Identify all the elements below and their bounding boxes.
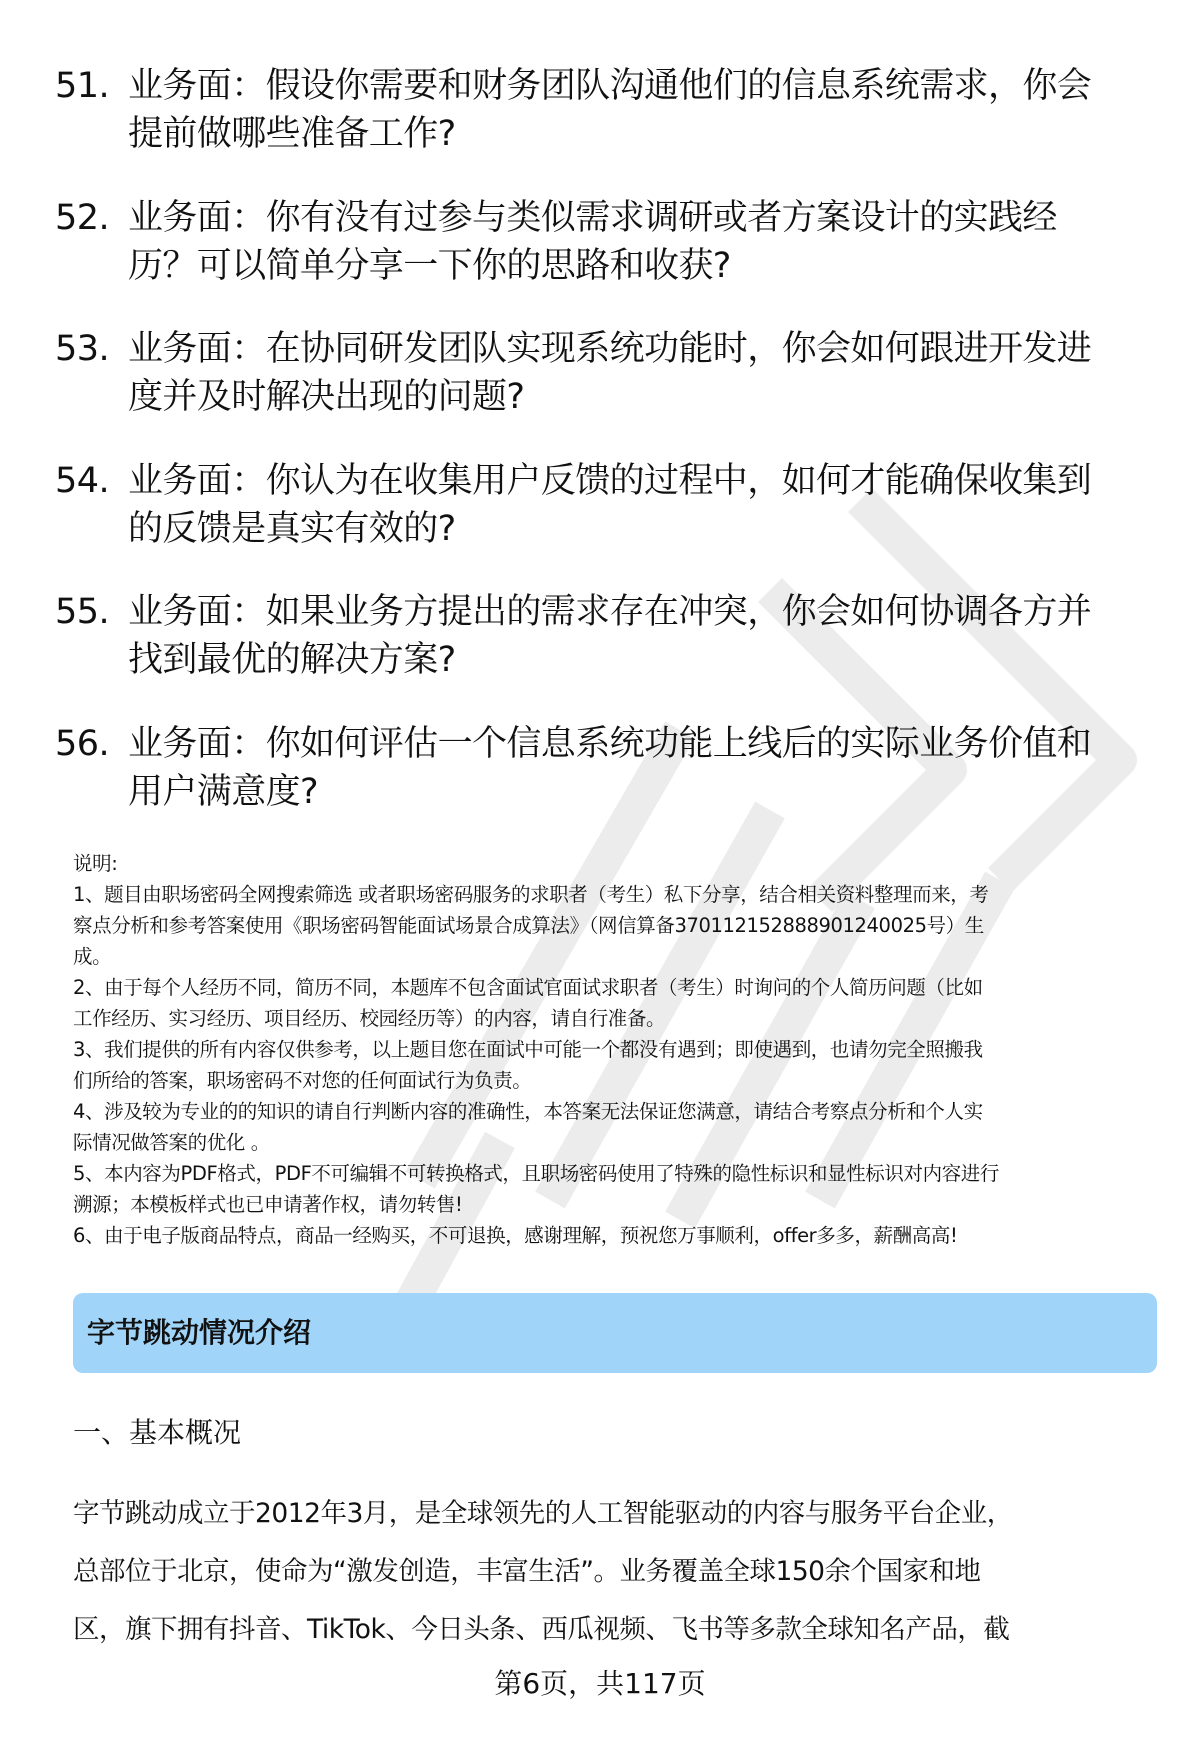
question-line: 用户满意度? <box>128 771 318 812</box>
question-number: 54. <box>55 460 110 501</box>
question-line: 提前做哪些准备工作? <box>128 114 456 154</box>
section-title: 字节跳动情况介绍 <box>87 1316 312 1349</box>
question-number: 56. <box>55 723 110 764</box>
question-text <box>128 457 1148 553</box>
notes-line: 们所给的答案，职场密码不对您的任何面试行为负责。 <box>73 1069 532 1092</box>
question-text <box>128 325 1148 421</box>
notes-line: 察点分析和参考答案使用《职场密码智能面试场景合成算法》（网信算备370112152888901240025号）生 <box>73 914 984 937</box>
question-line: 业务面：在协同研发团队实现系统功能时，你会如何跟进开发进 <box>128 329 1092 370</box>
question-line: 业务面：你有没有过参与类似需求调研或者方案设计的实践经 <box>128 197 1057 238</box>
section-header-bar <box>73 1293 1157 1373</box>
notes-line: 3、我们提供的所有内容仅供参考，以上题目您在面试中可能一个都没有遇到；即使遇到，也请勿完全照搬我 <box>73 1038 983 1061</box>
notes-line: 工作经历、实习经历、项目经历、校园经历等）的内容，请自行准备。 <box>73 1007 666 1030</box>
question-text <box>128 62 1148 158</box>
question-item <box>0 62 1200 194</box>
question-line: 业务面：你如何评估一个信息系统功能上线后的实际业务价值和 <box>128 723 1092 764</box>
body-line: 区，旗下拥有抖音、TikTok、今日头条、西瓜视频、飞书等多款全球知名产品，截 <box>73 1614 1010 1645</box>
question-line: 业务面：如果业务方提出的需求存在冲突，你会如何协调各方并 <box>128 592 1092 633</box>
notes-line: 5、本内容为PDF格式，PDF不可编辑不可转换格式，且职场密码使用了特殊的隐性标识和显性标识对内容进行 <box>73 1162 999 1185</box>
question-line: 找到最优的解决方案? <box>128 640 456 681</box>
question-line: 度并及时解决出现的问题? <box>128 377 525 418</box>
notes-title: 说明: <box>73 852 118 875</box>
notes-line: 溯源；本模板样式也已申请著作权，请勿转售! <box>73 1193 463 1216</box>
notes-line: 2、由于每个人经历不同，简历不同，本题库不包含面试官面试求职者（考生）时询问的个人简历问题（比如 <box>73 976 983 999</box>
question-list <box>0 62 1200 852</box>
body-line: 字节跳动成立于2012年3月，是全球领先的人工智能驱动的内容与服务平台企业， <box>73 1498 1013 1529</box>
notes-section <box>73 848 1163 1251</box>
question-item <box>0 194 1200 326</box>
question-line: 的反馈是真实有效的? <box>128 508 456 549</box>
question-number: 52. <box>55 197 110 238</box>
page-number: 第6页，共117页 <box>494 1667 706 1700</box>
subheading: 一、基本概况 <box>73 1416 242 1449</box>
notes-line: 6、由于电子版商品特点，商品一经购买，不可退换，感谢理解，预祝您万事顺利，offer多多，薪酬高高! <box>73 1224 958 1247</box>
question-number: 53. <box>55 329 110 370</box>
question-text <box>128 720 1148 816</box>
question-line: 业务面：假设你需要和财务团队沟通他们的信息系统需求，你会 <box>128 66 1092 106</box>
question-item <box>0 720 1200 852</box>
question-text <box>128 194 1148 290</box>
question-number: 51. <box>55 66 110 106</box>
notes-line: 4、涉及较为专业的的知识的请自行判断内容的准确性，本答案无法保证您满意，请结合考察点分析和个人实 <box>73 1100 983 1123</box>
body-paragraph <box>73 1485 1163 1659</box>
question-number: 55. <box>55 592 110 633</box>
notes-line: 1、题目由职场密码全网搜索筛选 或者职场密码服务的求职者（考生）私下分享，结合相关资料整理而来，考 <box>73 883 989 906</box>
question-line: 历？可以简单分享一下你的思路和收获? <box>128 245 731 286</box>
question-text <box>128 588 1148 684</box>
question-item <box>0 588 1200 720</box>
notes-line: 成。 <box>73 945 112 968</box>
notes-line: 际情况做答案的优化 。 <box>73 1131 270 1154</box>
question-line: 业务面：你认为在收集用户反馈的过程中，如何才能确保收集到 <box>128 460 1092 501</box>
question-item <box>0 457 1200 589</box>
body-line: 总部位于北京，使命为“激发创造，丰富生活”。业务覆盖全球150余个国家和地 <box>73 1556 981 1587</box>
question-item <box>0 325 1200 457</box>
